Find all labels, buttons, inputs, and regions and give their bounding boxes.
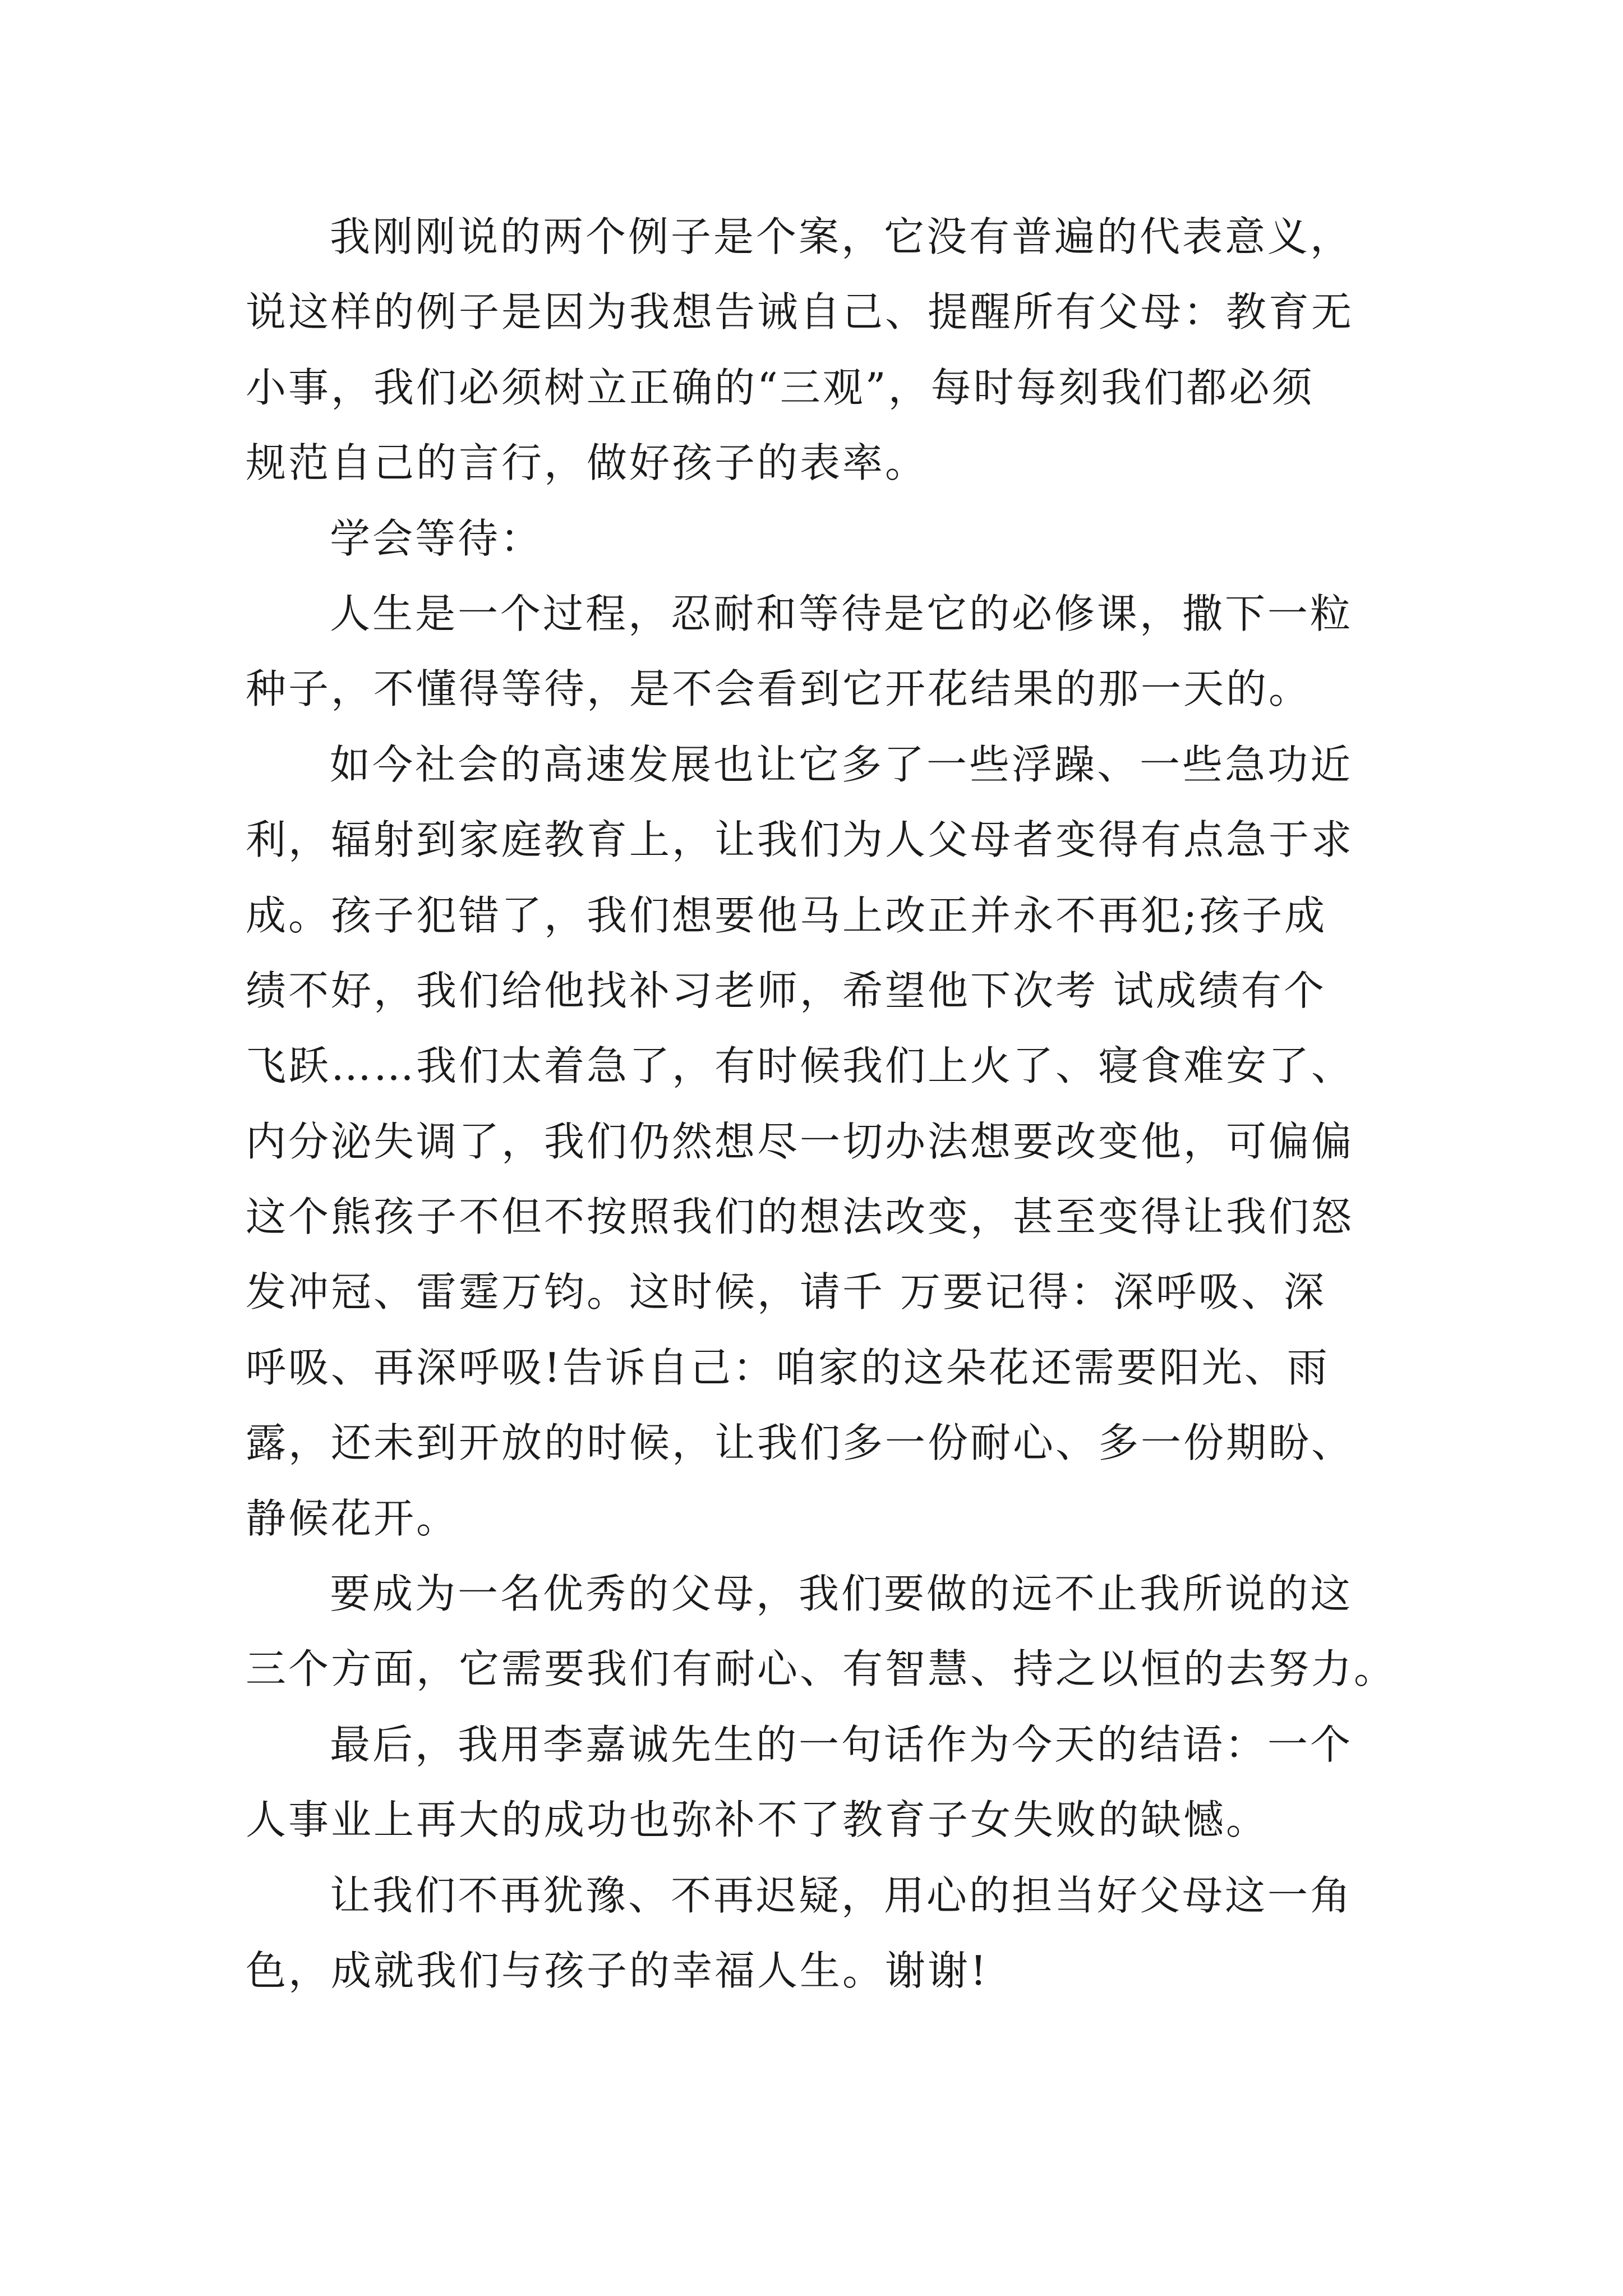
text-line: 最后，我用李嘉诚先生的一句话作为今天的结语：一个: [330, 1720, 1353, 1768]
text-line: 说这样的例子是因为我想告诫自己、提醒所有父母：教育无: [246, 288, 1354, 336]
text-line: 发冲冠、雷霆万钧。这时候，请千 万要记得：深呼吸、深: [246, 1268, 1326, 1316]
text-line: 三个方面，它需要我们有耐心、有智慧、持之以恒的去努力。: [246, 1645, 1397, 1693]
text-line: 内分泌失调了，我们仍然想尽一切办法想要改变他，可偏偏: [246, 1117, 1354, 1165]
text-line: 学会等待：: [330, 514, 543, 562]
text-line: 露，还未到开放的时候，让我们多一份耐心、多一份期盼、: [246, 1419, 1354, 1467]
text-line: 这个熊孩子不但不按照我们的想法改变，甚至变得让我们怒: [246, 1193, 1354, 1241]
section-heading: [246, 501, 1401, 576]
text-line: 色，成就我们与孩子的幸福人生。谢谢!: [246, 1947, 989, 1994]
document-body: [246, 199, 1401, 2008]
text-line: 我刚刚说的两个例子是个案，它没有普遍的代表意义，: [330, 213, 1353, 260]
paragraph: [246, 576, 1401, 727]
text-line: 成。孩子犯错了，我们想要他马上改正并永不再犯;孩子成: [246, 891, 1327, 939]
text-line: 规范自己的言行，做好孩子的表率。: [246, 439, 928, 487]
text-line: 利，辐射到家庭教育上，让我们为人父母者变得有点急于求: [246, 816, 1354, 864]
text-line: 让我们不再犹豫、不再迟疑，用心的担当好父母这一角: [330, 1871, 1353, 1919]
text-line: 静候花开。: [246, 1494, 459, 1542]
text-line: 绩不好，我们给他找补习老师，希望他下次考 试成绩有个: [246, 967, 1326, 1014]
text-line: 要成为一名优秀的父母，我们要做的远不止我所说的这: [330, 1570, 1353, 1618]
text-line: 小事，我们必须树立正确的“三观”，每时每刻我们都必须: [246, 364, 1315, 411]
text-line: 呼吸、再深呼吸!告诉自己：咱家的这朵花还需要阳光、雨: [246, 1343, 1330, 1391]
paragraph: [246, 199, 1401, 501]
paragraph: [246, 1707, 1401, 1858]
paragraph: [246, 727, 1401, 1556]
paragraph: [246, 1858, 1401, 2009]
paragraph: [246, 1556, 1401, 1707]
text-line: 种子，不懂得等待，是不会看到它开花结果的那一天的。: [246, 665, 1312, 713]
text-line: 人生是一个过程，忍耐和等待是它的必修课，撒下一粒: [330, 590, 1353, 637]
text-line: 人事业上再大的成功也弥补不了教育子女失败的缺憾。: [246, 1796, 1269, 1844]
text-line: 飞跃……我们太着急了，有时候我们上火了、寝食难安了、: [246, 1042, 1354, 1090]
text-line: 如今社会的高速发展也让它多了一些浮躁、一些急功近: [330, 740, 1353, 788]
